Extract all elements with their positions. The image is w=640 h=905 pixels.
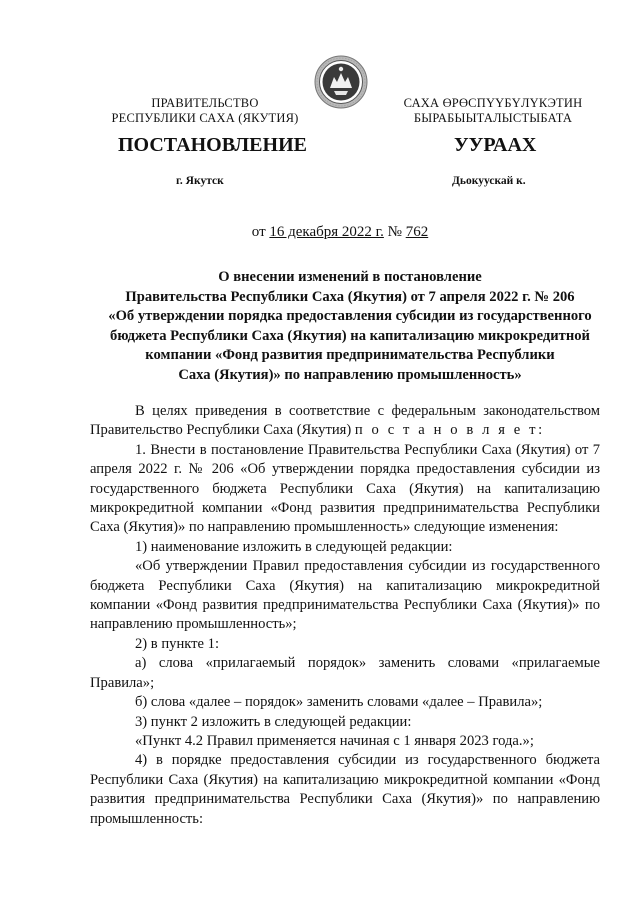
resolves-word: п о с т а н о в л я е т:: [354, 422, 545, 439]
doc-type-title-sakha: УУРААХ: [454, 134, 537, 156]
title-line-4: бюджета Республики Саха (Якутия) на капитализацию микрокредитной: [110, 327, 590, 344]
coat-of-arms-emblem: [314, 55, 368, 109]
header-left-line2: РЕСПУБЛИКИ САХА (ЯКУТИЯ): [111, 111, 299, 125]
paragraph-9: 4) в порядке предоставления субсидии из государственного бюджета Республики Саха (Якутия) на капитализацию микрокредитной компании «Фонд развития предпринимательства Республики Саха (Якутия)» по направлению промышленность:: [90, 752, 600, 827]
header-left: [100, 96, 310, 126]
title-line-6: Саха (Якутия)» по направлению промышленность»: [178, 366, 522, 383]
city-sakha: Дьокуускай к.: [452, 175, 526, 187]
doc-type-title-ru: ПОСТАНОВЛЕНИЕ: [118, 134, 307, 156]
title-line-3: «Об утверждении порядка предоставления субсидии из государственного: [108, 308, 592, 324]
document-date: 16 декабря 2022 г.: [269, 224, 384, 240]
document-body: [90, 402, 600, 829]
title-line-5: компании «Фонд развития предпринимательства Республики: [145, 347, 555, 363]
paragraph-3: «Об утверждении Правил предоставления субсидии из государственного бюджета Республики Саха (Якутия) на капитализацию микрокредитной компании «Фонд развития предпринимательства Республики Саха (Якутия)» по направлению промышленность»;: [90, 558, 600, 633]
title-line-2: Правительства Республики Саха (Якутия) от 7 апреля 2022 г. № 206: [125, 288, 575, 305]
document-number: 762: [405, 224, 429, 240]
date-number-line: [0, 224, 640, 241]
preamble-paragraph: [90, 402, 600, 441]
city-ru: г. Якутск: [176, 175, 224, 187]
date-prefix: от: [251, 224, 266, 240]
header-left-line1: ПРАВИТЕЛЬСТВО: [151, 96, 259, 110]
preamble-text: В целях приведения в соответствие с федеральным законодательством Правительство Республики Саха (Якутия): [90, 403, 600, 439]
paragraph-8: «Пункт 4.2 Правил применяется начиная с 1 января 2023 года.»;: [135, 732, 534, 749]
paragraph-7: 3) пункт 2 изложить в следующей редакции:: [135, 713, 412, 730]
number-sign: №: [387, 224, 402, 240]
paragraph-5: а) слова «прилагаемый порядок» заменить словами «прилагаемые Правила»;: [90, 655, 600, 691]
document-title: [90, 268, 610, 385]
paragraph-1: 1. Внести в постановление Правительства Республики Саха (Якутия) от 7 апреля 2022 г. № 206 «Об утверждении порядка предоставления субсидии из государственного бюджета Республики Саха (Якутия) на капитализацию микрокредитной компании «Фонд развития предпринимательства Республики Саха (Якутия)» по направлению промышленность» следующие изменения:: [90, 441, 600, 536]
header-right: [388, 96, 598, 126]
paragraph-4: 2) в пункте 1:: [135, 635, 220, 652]
header-right-line1: САХА ӨРӨСПҮҮБҮЛҮКЭТИН: [403, 96, 583, 110]
header-right-line2: БЫРАБЫЫТАЛЫСТЫБАТА: [413, 111, 573, 125]
title-line-1: О внесении изменений в постановление: [218, 269, 482, 285]
paragraph-6: б) слова «далее – порядок» заменить словами «далее – Правила»;: [135, 694, 543, 711]
paragraph-2: 1) наименование изложить в следующей редакции:: [135, 538, 453, 555]
